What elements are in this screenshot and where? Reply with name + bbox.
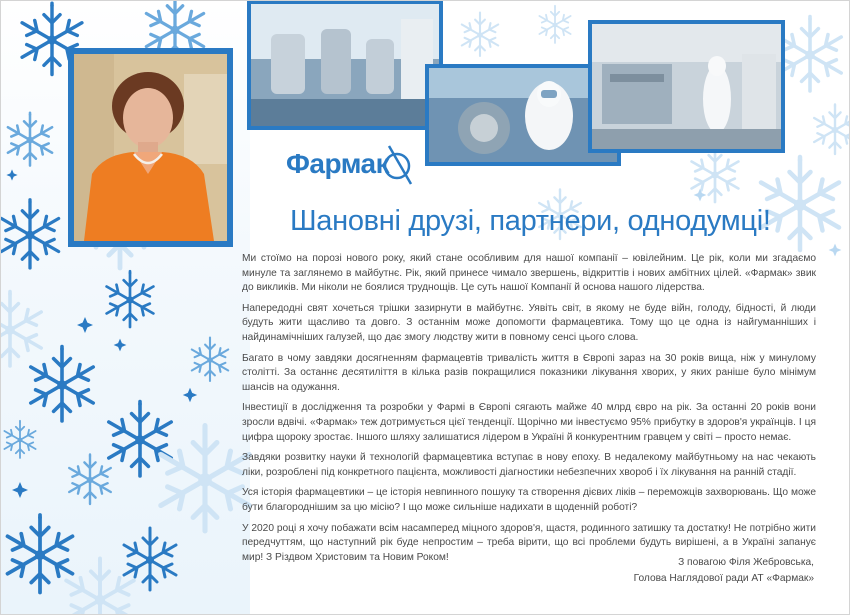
laboratory-photo-3 bbox=[588, 20, 785, 153]
signature-block bbox=[634, 555, 814, 587]
portrait-photo bbox=[68, 48, 233, 247]
logo-mark-icon bbox=[385, 142, 415, 186]
paragraph: У 2020 році я хочу побажати всім насамперед міцного здоров'я, щастя, родинного затишку та достатку! Не потрібно жити передчуттям, що наступний рік буде непростим – треба вірити, що всі проблеми будуть вирішені, а в Україні запанує мир! З Різдвом Христовим та Новим Роком! bbox=[242, 522, 816, 563]
person-illustration bbox=[74, 54, 227, 241]
headline: Шановні друзі, партнери, однодумці! bbox=[290, 205, 771, 237]
logo-text: Фармак bbox=[286, 148, 390, 179]
paragraph: Багато в чому завдяки досягненням фармацевтів тривалість життя в Європі зараз на 30 років вища, ніж у минулому столітті. За останнє десятиліття в кілька разів покращилися показники лікування хворих, у яких раніше було мінімум шансів на одужання. bbox=[242, 352, 816, 393]
paragraph: Уся історія фармацевтики – це історія невпинного пошуку та створення дієвих ліків – переможців захворювань. Що може бути благороднішим за цю місію? І що може сильніше надихати в щоденній роботі? bbox=[242, 487, 816, 513]
laboratory-photo-1 bbox=[247, 0, 443, 130]
paragraph: Напередодні свят хочеться трішки зазирнути в майбутнє. Уявіть світ, в якому не буде війн, голоду, бідності, й люди будуть жити щасливо та довго. З останнім може допомогти фармацевтика. Тому що це одна із найгуманніших і найдинамічніших галузей, що дає змогу людству жити в повному сенсі цього слова. bbox=[242, 302, 816, 343]
signature-line: З повагою Філя Жебровська, bbox=[678, 557, 814, 568]
paragraph: Завдяки розвитку науки й технологій фармацевтика вступає в нову епоху. В недалекому майбутньому на нас чекають ліки, розроблені під конкретного пацієнта, можливості діагностики небезпечних хвороб і їх лікування на ранній стадії. bbox=[242, 452, 816, 478]
signature-title: Голова Наглядової ради АТ «Фармак» bbox=[633, 573, 814, 584]
farmak-logo bbox=[286, 140, 415, 188]
paragraph: Ми стоїмо на порозі нового року, який стане особливим для нашої компанії – ювілейним. Це рік, коли ми згадаємо минуле та заглянемо в майбутнє. Рік, який принесе чимало звершень, відкриттів і нових амбітних цілей. «Фармак» звик до викликів. Ми ніколи не боялися труднощів. Це суть нашої Компанії й основа нашого лідерства. bbox=[242, 253, 816, 294]
letter-body bbox=[242, 252, 816, 571]
paragraph: Інвестиції в дослідження та розробки у Фармі в Європі сягають майже 40 млрд євро на рік. За останні 20 років вони зросли вдвічі. «Фармак» теж дотримується цієї тенденції. Щорічно ми інвестуємо 95% прибутку в здоров'я українців. І ця цифра щороку зростає. Іншого шляху залишатися лідером в Україні й конкурентним гравцем у світі – просто немає. bbox=[242, 402, 816, 443]
